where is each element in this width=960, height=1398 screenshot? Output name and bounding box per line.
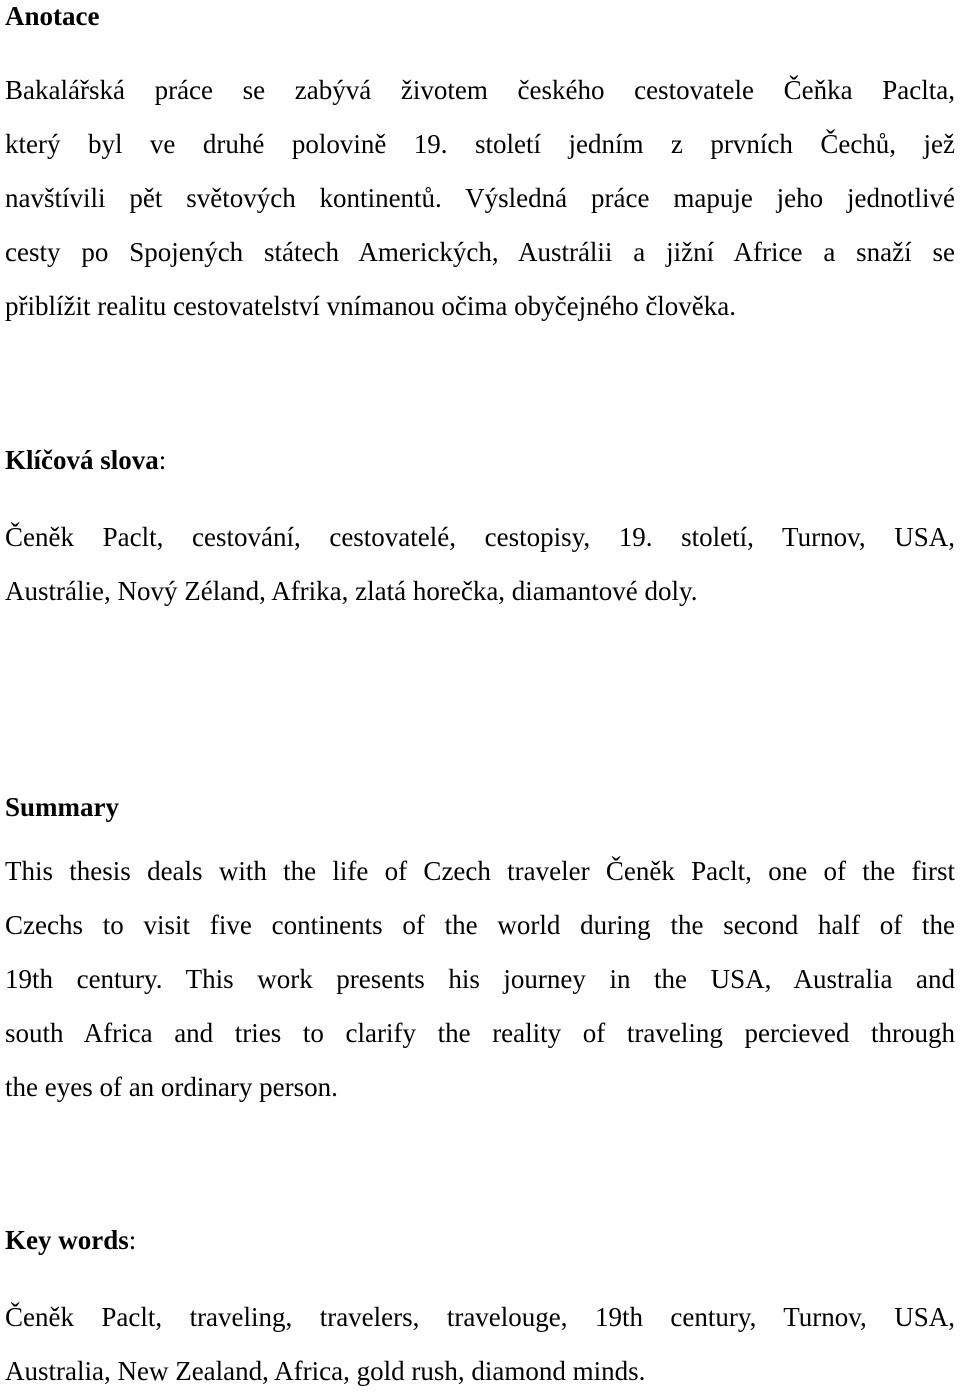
anotace-line: navštívili pět světových kontinentů. Výsledná práce mapuje jeho jednotlivé [5,183,955,213]
key-words-line: Čeněk Paclt, traveling, travelers, travelouge, 19th century, Turnov, USA, [5,1302,955,1332]
klicova-slova-heading [5,444,166,476]
anotace-paragraph [5,63,955,333]
key-words-line: Australia, New Zealand, Africa, gold rush, diamond minds. [5,1356,646,1386]
key-words-heading-text: Key words [5,1225,129,1255]
klicova-slova-heading-text: Klíčová slova [5,445,159,475]
klicova-slova-paragraph [5,510,955,618]
anotace-line: který byl ve druhé polovině 19. století jedním z prvních Čechů, jež [5,129,955,159]
summary-line: south Africa and tries to clarify the reality of traveling percieved through [5,1018,955,1048]
key-words-heading [5,1224,136,1256]
klicova-slova-line: Austrálie, Nový Zéland, Afrika, zlatá horečka, diamantové doly. [5,576,698,606]
anotace-line: cesty po Spojených státech Amerických, Austrálii a jižní Africe a snaží se [5,237,955,267]
summary-paragraph [5,844,955,1114]
anotace-line: Bakalářská práce se zabývá životem českého cestovatele Čeňka Paclta, [5,75,955,105]
anotace-line: přiblížit realitu cestovatelství vnímanou očima obyčejného člověka. [5,291,737,321]
summary-line: 19th century. This work presents his journey in the USA, Australia and [5,964,955,994]
key-words-paragraph [5,1290,955,1398]
klicova-slova-line: Čeněk Paclt, cestování, cestovatelé, cestopisy, 19. století, Turnov, USA, [5,522,955,552]
key-words-colon: : [128,1225,137,1255]
klicova-slova-colon: : [158,445,167,475]
anotace-heading-text: Anotace [5,1,100,31]
summary-line: Czechs to visit five continents of the world during the second half of the [5,910,955,940]
anotace-heading [5,0,99,32]
summary-line: This thesis deals with the life of Czech traveler Čeněk Paclt, one of the first [5,856,955,886]
summary-line: the eyes of an ordinary person. [5,1072,338,1102]
summary-heading [5,791,119,823]
summary-heading-text: Summary [5,792,119,822]
